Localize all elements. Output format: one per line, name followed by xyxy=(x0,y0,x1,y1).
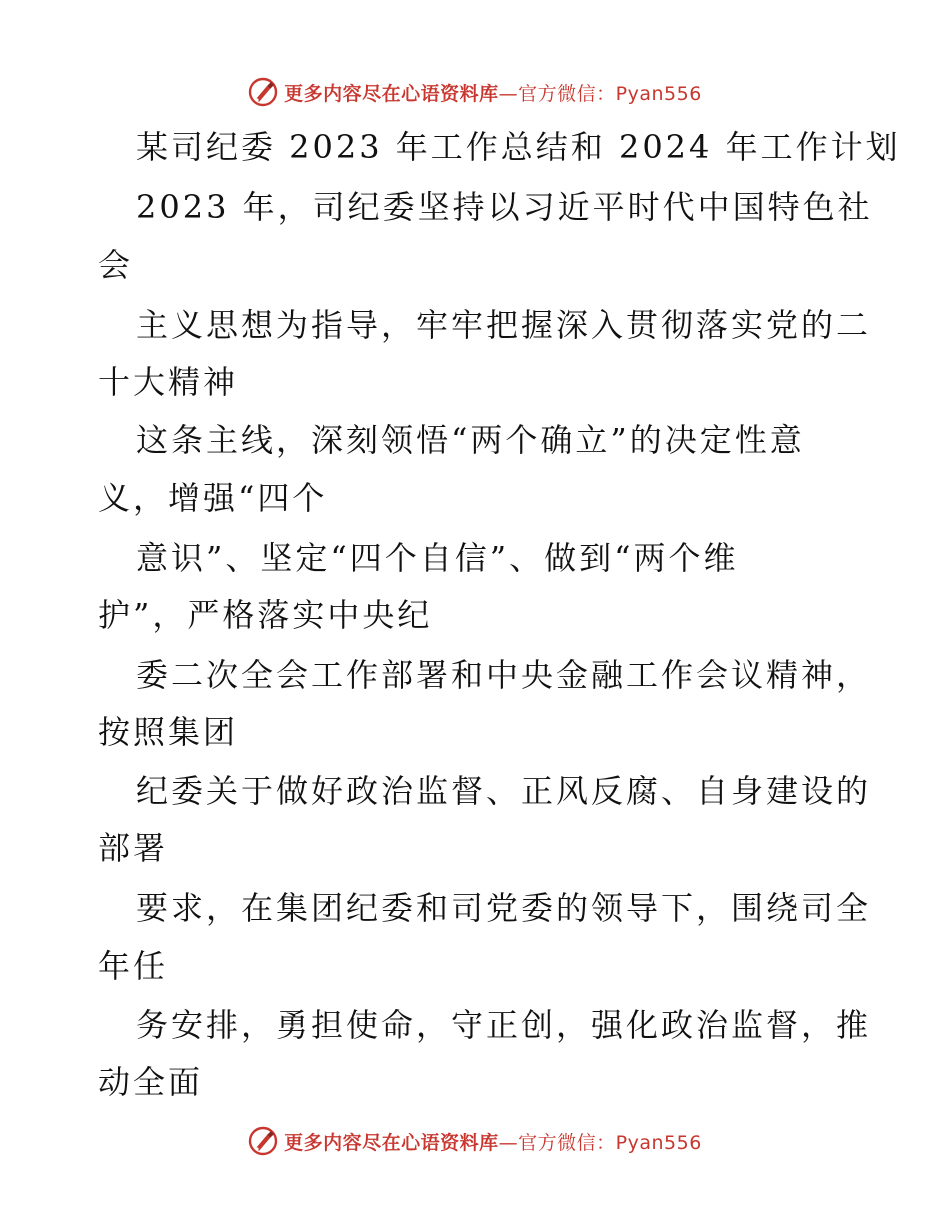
body-line-9: 委二次全会工作部署和中央金融工作会议精神， xyxy=(136,656,872,694)
body-line-4: 十大精神 xyxy=(98,363,239,401)
body-line-12: 部署 xyxy=(98,829,169,867)
body-line-10: 按照集团 xyxy=(98,713,239,751)
body-line-3: 主义思想为指导，牢牢把握深入贯彻落实党的二 xyxy=(136,306,872,344)
banner-separator: — xyxy=(498,82,519,105)
body-line-2: 会 xyxy=(98,246,134,284)
body-line-1: 2023 年，司纪委坚持以习近平时代中国特色社 xyxy=(136,188,873,226)
body-line-5: 这条主线，深刻领悟“两个确立”的决定性意 xyxy=(136,421,805,459)
body-line-8: 护”，严格落实中央纪 xyxy=(98,596,433,634)
body-line-7: 意识”、坚定“四个自信”、做到“两个维 xyxy=(136,539,739,577)
body-line-14: 年任 xyxy=(98,947,169,985)
body-line-13: 要求，在集团纪委和司党委的领导下，围绕司全 xyxy=(136,889,872,927)
body-line-11: 纪委关于做好政治监督、正风反腐、自身建设的 xyxy=(136,772,872,810)
banner-suffix-text: 官方微信：Pyan556 xyxy=(518,1131,702,1154)
banner-suffix-text: 官方微信：Pyan556 xyxy=(518,82,702,105)
body-line-6: 义，增强“四个 xyxy=(98,479,328,517)
banner-text xyxy=(284,1128,702,1155)
pen-logo-icon xyxy=(248,1126,278,1156)
banner-main-text: 更多内容尽在心语资料库 xyxy=(284,1131,499,1154)
body-line-15: 务安排，勇担使命，守正创，强化政治监督，推 xyxy=(136,1006,872,1044)
banner-main-text: 更多内容尽在心语资料库 xyxy=(284,82,499,105)
banner-separator: — xyxy=(498,1131,519,1154)
footer-watermark-banner xyxy=(0,1121,950,1161)
document-title: 某司纪委 2023 年工作总结和 2024 年工作计划 xyxy=(136,128,901,166)
body-line-16: 动全面 xyxy=(98,1063,204,1101)
